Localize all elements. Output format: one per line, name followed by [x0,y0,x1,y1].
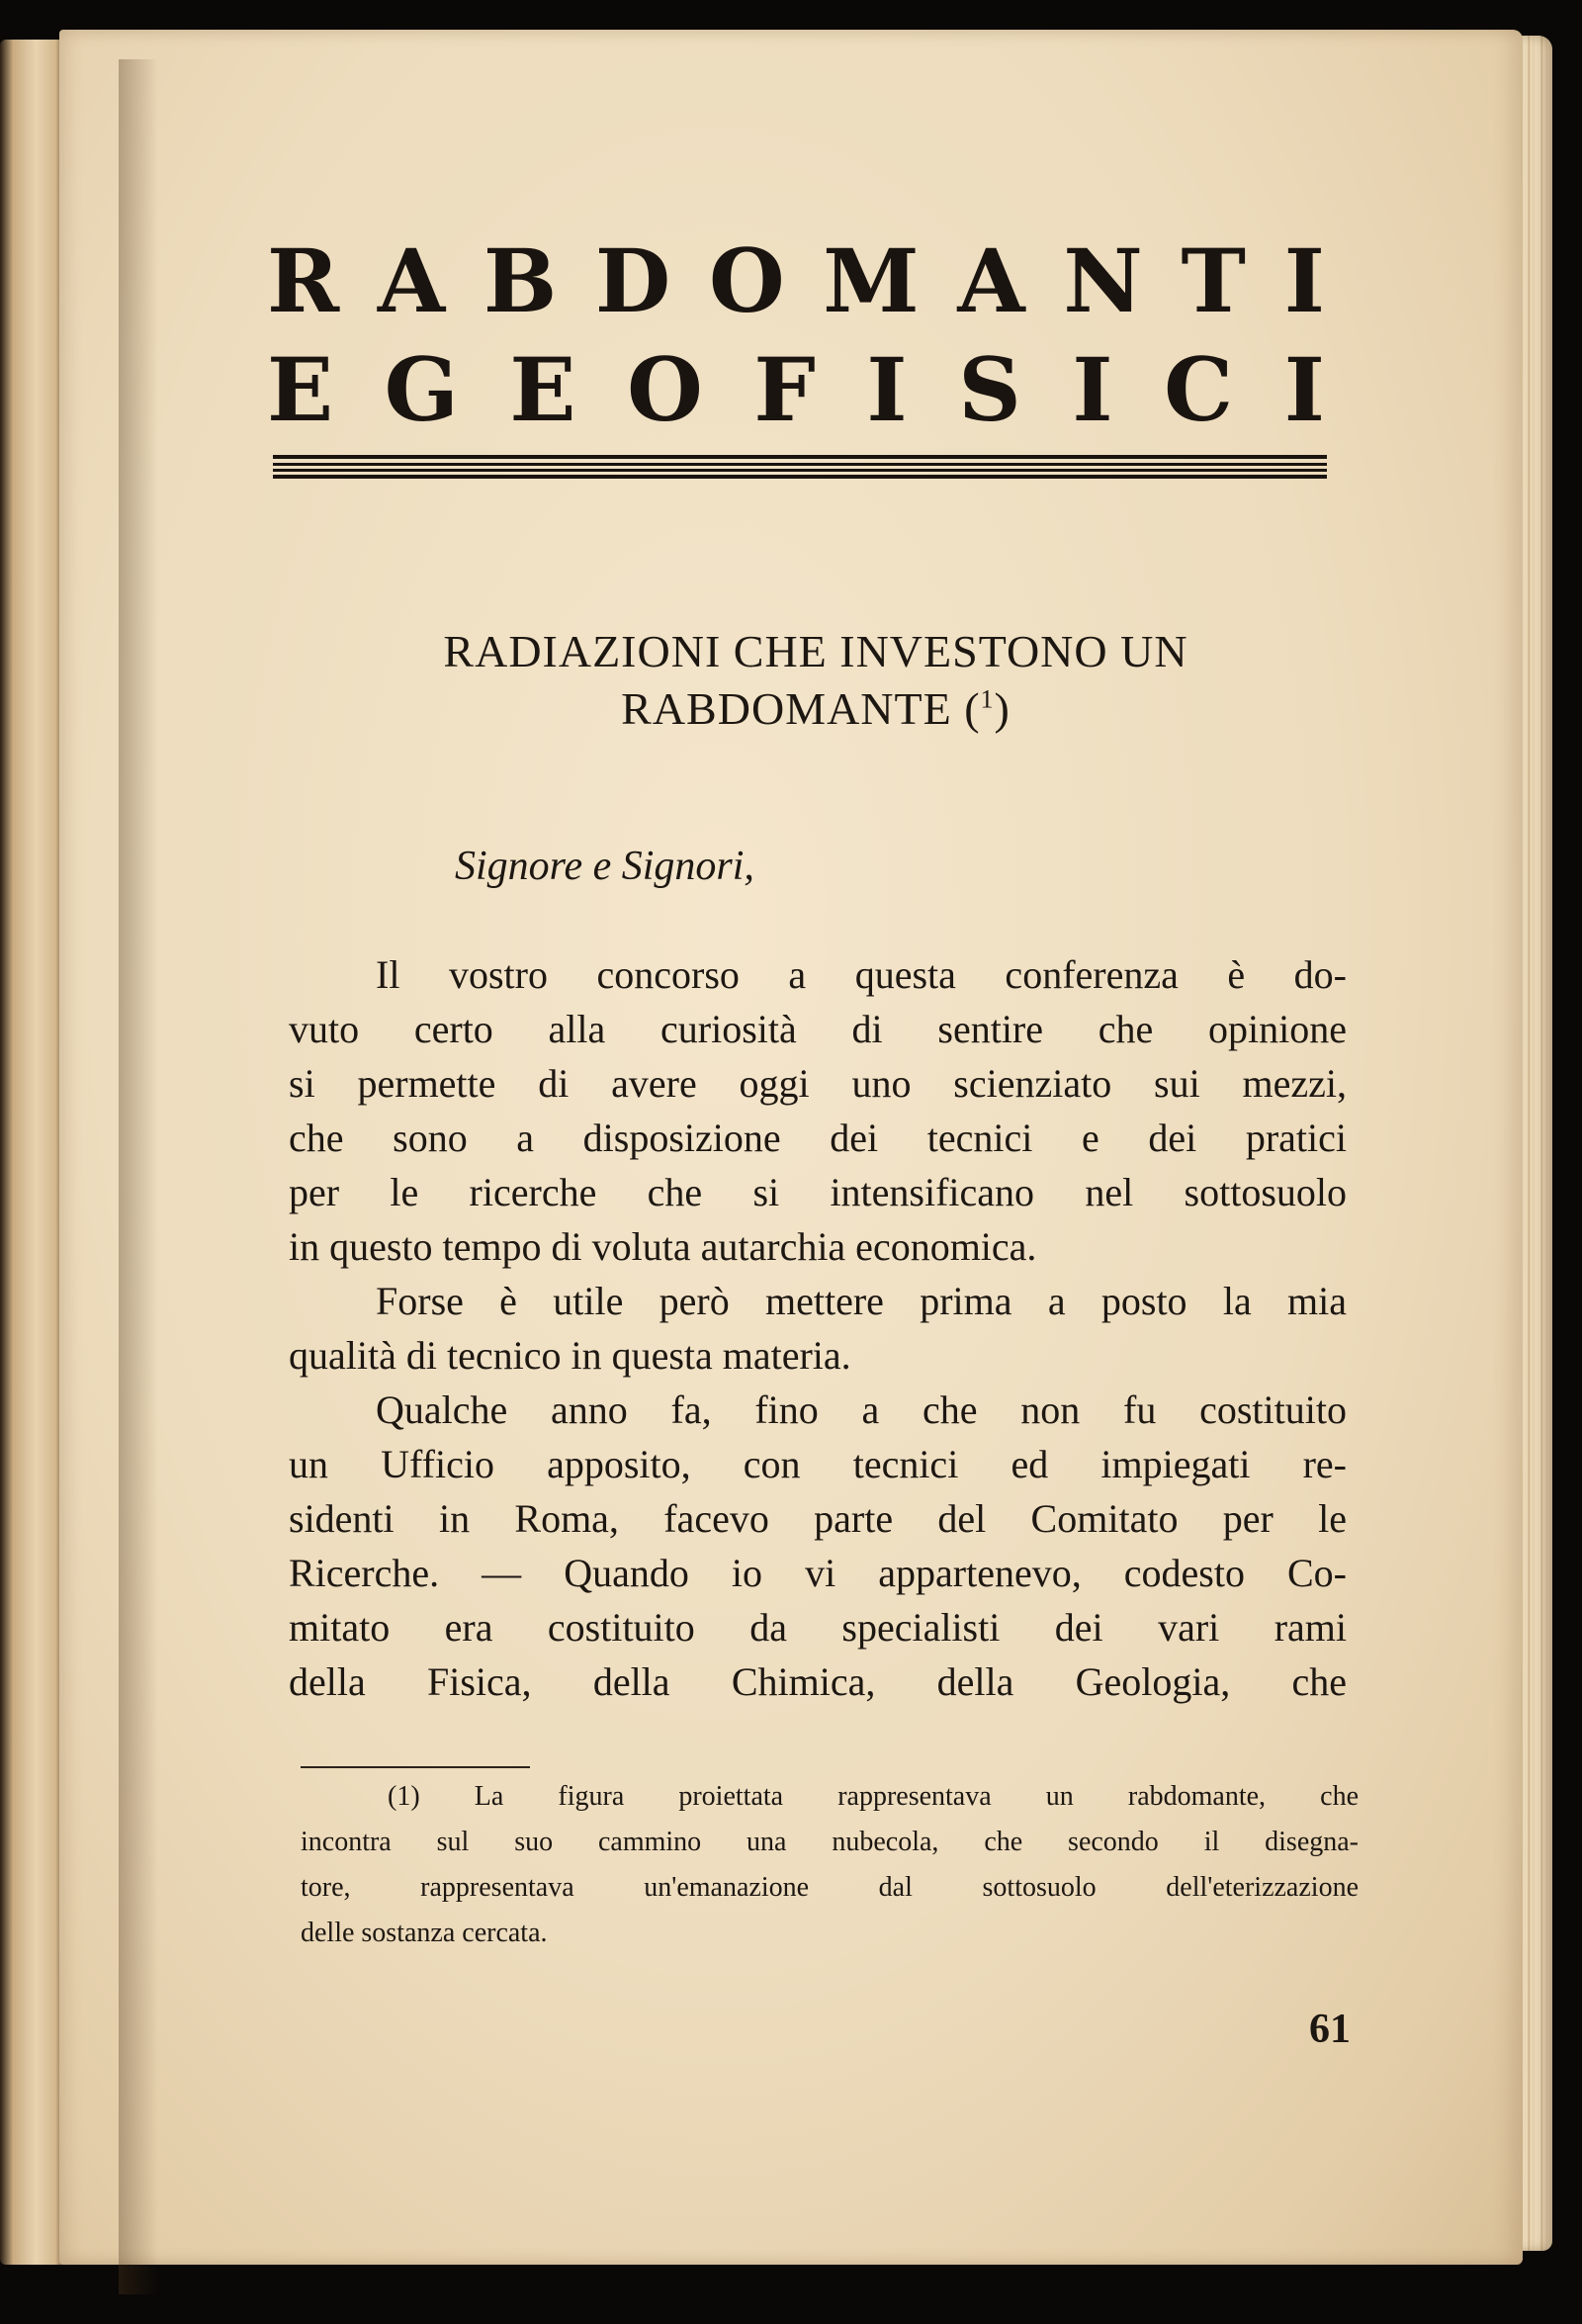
title-letter: E [267,338,334,441]
body-line: in questo tempo di voluta autarchia economica. [289,1224,1037,1269]
footnote-line: tore, rappresentava un'emanazione dal sottosuolo dell'eterizzazione [301,1872,1359,1903]
title-letter: I [1283,229,1325,332]
footnote-separator [301,1766,530,1768]
section-heading-text: RABDOMANTE ( [621,683,981,734]
gutter-shadow [119,59,158,2294]
title-letter: M [823,229,920,332]
title-letter: E [509,338,576,441]
footnote-line: incontra sul suo cammino una nubecola, che secondo il disegna- [301,1827,1359,1857]
section-heading [257,623,1374,738]
title-letter: D [594,229,671,332]
body-line: per le ricerche che si intensificano nel sottosuolo [289,1170,1347,1214]
title-letter: R [267,229,340,332]
title-letter: A [957,229,1025,332]
title-rule-4 [273,475,1327,479]
title-letter: I [1072,338,1113,441]
body-line: Forse è utile però mettere prima a posto la mia [376,1279,1347,1323]
title-rule-2 [273,463,1327,466]
footnote-reference: 1 [980,684,995,714]
body-line: mitato era costituito da specialisti dei vari rami [289,1605,1347,1650]
facing-page-edge [0,40,65,2265]
title-letter: S [958,338,1021,441]
title-letter: O [708,229,785,332]
footnote-line: (1) La figura proiettata rappresentava un rabdomante, che [388,1781,1359,1812]
book-page [59,30,1523,2265]
footnote-line: delle sostanza cercata. [301,1918,548,1948]
body-line: un Ufficio apposito, con tecnici ed impiegati re- [289,1442,1347,1486]
body-line: qualità di tecnico in questa materia. [289,1333,851,1378]
title-letter: B [483,229,558,332]
title-letter: T [1181,229,1247,332]
title-letter: G [384,338,459,441]
body-line: che sono a disposizione dei tecnici e dei pratici [289,1116,1347,1160]
body-line: Il vostro concorso a questa conferenza è do- [376,952,1347,997]
salutation: Signore e Signori, [455,844,754,889]
body-line: sidenti in Roma, facevo parte del Comitato per le [289,1496,1347,1541]
footnotes [301,1774,1359,1956]
chapter-title-line-2 [267,338,1325,441]
body-text [289,947,1347,1709]
title-rule-3 [273,469,1327,472]
title-letter: I [1283,338,1325,441]
page-number: 61 [1309,2007,1351,2052]
title-letter: O [627,338,703,441]
title-letter: C [1164,338,1234,441]
body-line: vuto certo alla curiosità di sentire che opinione [289,1007,1347,1051]
title-letter: F [753,338,816,441]
body-line: della Fisica, della Chimica, della Geologia, che [289,1659,1347,1704]
body-line: si permette di avere oggi uno scienziato sui mezzi, [289,1061,1347,1106]
title-rule-1 [273,455,1327,459]
section-heading-line-2 [257,680,1374,738]
section-heading-close: ) [994,683,1011,734]
title-letter: I [866,338,908,441]
body-line: Ricerche. — Quando io vi appartenevo, codesto Co- [289,1551,1347,1595]
title-letter: A [377,229,446,332]
body-line: Qualche anno fa, fino a che non fu costituito [376,1387,1347,1432]
chapter-title-line-1 [267,229,1325,332]
section-heading-line-1: RADIAZIONI CHE INVESTONO UN [443,626,1188,676]
title-letter: N [1063,229,1143,332]
